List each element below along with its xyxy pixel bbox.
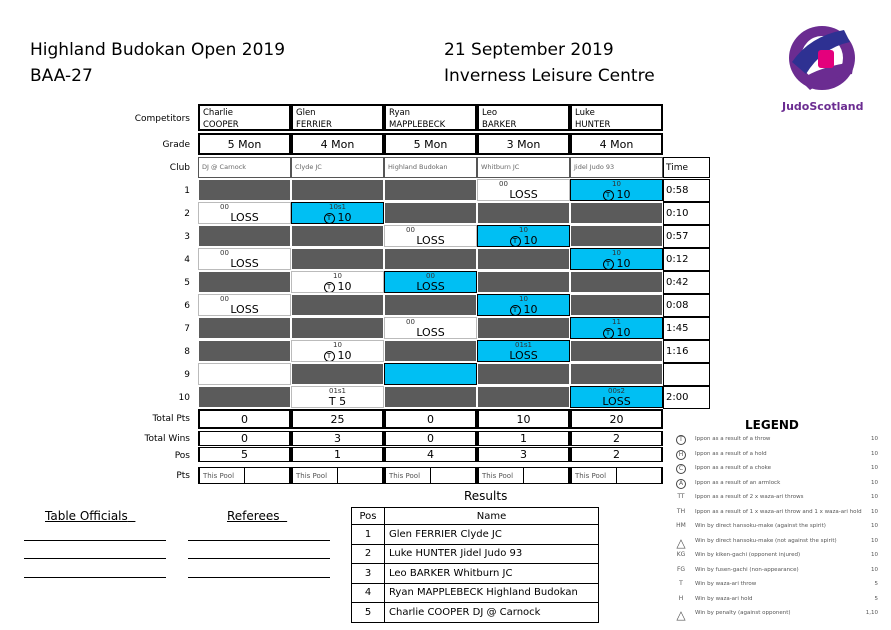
contest-cell[interactable] [477, 179, 570, 201]
competitor-last-name: COOPER [203, 120, 239, 130]
result-pos: 1 [352, 525, 385, 545]
contest-cell[interactable] [291, 386, 384, 408]
contest-result-value: LOSS [509, 188, 538, 201]
position: 5 [198, 447, 291, 462]
competitor-grade: 4 Mon [291, 133, 384, 155]
results-title: Results [464, 489, 508, 503]
total-wins: 3 [291, 431, 384, 446]
contest-score: 00s2 [607, 387, 625, 395]
contest-cell[interactable] [477, 363, 570, 385]
this-pool-label: This Pool [575, 472, 607, 480]
total-wins: 1 [477, 431, 570, 446]
competitor-club: Whitburn JC [477, 157, 570, 178]
legend-value: 10 [871, 479, 878, 486]
legend-value: 5 [874, 595, 878, 602]
legend-value: 10 [871, 566, 878, 573]
legend-description: Ippon as a result of a throw [695, 436, 771, 442]
result-name: Ryan MAPPLEBECK Highland Budokan [385, 583, 599, 603]
contest-cell[interactable] [570, 317, 663, 339]
position: 2 [570, 447, 663, 462]
contest-result [478, 188, 569, 201]
legend-value: 10 [871, 450, 878, 457]
result-name: Glen FERRIER Clyde JC [385, 525, 599, 545]
legend-description: Win by direct hansoku-make (against the spirit) [695, 523, 826, 529]
contest-score: 10s1 [328, 203, 346, 211]
contest-score: 00 [220, 295, 229, 303]
legend-triangle-icon: △ [676, 535, 686, 550]
contest-cell[interactable] [291, 225, 384, 247]
contest-result [292, 280, 383, 293]
referee-signature-line[interactable] [188, 558, 330, 559]
contest-cell[interactable] [291, 363, 384, 385]
pool-points [291, 467, 384, 484]
total-wins: 0 [198, 431, 291, 446]
total-points: 25 [291, 409, 384, 429]
competitor-last-name: FERRIER [296, 120, 332, 130]
contest-result-value: LOSS [230, 303, 259, 316]
contest-result [478, 234, 569, 247]
contest-score: 01s1 [514, 341, 532, 349]
legend-description: Ippon as a result of a choke [695, 465, 772, 471]
contest-score: 00 [220, 203, 229, 211]
contest-cell[interactable] [291, 340, 384, 362]
contest-number: 2 [184, 209, 190, 219]
competitor-grade: 5 Mon [384, 133, 477, 155]
pool-id: BAA-27 [30, 66, 93, 86]
legend-circle-icon: C [676, 464, 686, 474]
referee-signature-line[interactable] [188, 540, 330, 541]
contest-result-value: LOSS [416, 234, 445, 247]
result-name: Leo BARKER Whitburn JC [385, 564, 599, 584]
legend-value: 1,10 [865, 610, 878, 616]
contest-cell[interactable] [198, 363, 291, 385]
total-points: 20 [570, 409, 663, 429]
legend-row [673, 580, 878, 593]
contest-time[interactable]: 0:42 [663, 271, 710, 294]
grade-label: Grade [162, 140, 190, 150]
club-label: Club [169, 163, 190, 173]
legend-value: 10 [871, 552, 878, 558]
contest-cell[interactable] [384, 225, 477, 247]
table-row [352, 603, 599, 623]
legend-circle-icon: T [676, 435, 686, 445]
contest-result-value: LOSS [509, 349, 538, 362]
total-points: 10 [477, 409, 570, 429]
contest-cell[interactable] [198, 271, 291, 293]
position: 3 [477, 447, 570, 462]
legend-code: TT [677, 493, 685, 500]
contest-score: 00 [499, 180, 508, 188]
pool-points [384, 467, 477, 484]
contest-score: 00 [406, 318, 415, 326]
result-pos: 4 [352, 583, 385, 603]
competitor-first-name: Glen [296, 108, 316, 118]
results-table [351, 507, 599, 623]
legend-row [673, 479, 878, 492]
contest-cell[interactable] [384, 363, 477, 385]
contest-score: 10 [519, 226, 528, 234]
contest-score: 10 [519, 295, 528, 303]
ippon-throw-icon: T [603, 190, 614, 201]
ippon-throw-icon: T [510, 305, 521, 316]
contest-score: 10 [612, 180, 621, 188]
judoscotland-logo [770, 22, 870, 114]
contest-time[interactable]: 0:08 [663, 294, 710, 317]
pool-points [198, 467, 291, 484]
official-signature-line[interactable] [24, 540, 166, 541]
legend-row [673, 508, 878, 521]
competitor-header [570, 104, 663, 131]
contest-cell[interactable] [570, 179, 663, 201]
competitor-header [477, 104, 570, 131]
pts-label: Pts [176, 471, 190, 481]
contest-time[interactable]: 0:57 [663, 225, 710, 248]
this-pool-label: This Pool [389, 472, 421, 480]
competitor-grade: 4 Mon [570, 133, 663, 155]
contest-cell[interactable] [291, 317, 384, 339]
result-pos: 5 [352, 603, 385, 623]
contest-cell[interactable] [570, 340, 663, 362]
contest-number: 10 [178, 393, 190, 403]
contest-result-value: 10 [616, 326, 631, 339]
contest-cell[interactable] [291, 248, 384, 270]
contest-result [385, 326, 476, 339]
legend-triangle-icon: △ [676, 608, 686, 622]
contest-cell[interactable] [570, 225, 663, 247]
legend-circle-icon: H [676, 450, 686, 460]
ippon-throw-icon: T [324, 213, 335, 224]
contest-cell[interactable] [477, 340, 570, 362]
legend-row [673, 435, 878, 448]
competitor-club: Highland Budokan [384, 157, 477, 178]
contest-time[interactable]: 0:10 [663, 202, 710, 225]
legend-row [673, 450, 878, 463]
competitor-first-name: Charlie [203, 108, 233, 118]
legend-description: Win by waza-ari throw [695, 581, 757, 587]
contest-result-value: 10 [523, 234, 538, 247]
legend-code: HM [676, 522, 686, 529]
competitor-header [384, 104, 477, 131]
contest-time[interactable]: 1:16 [663, 340, 710, 363]
legend-description: Win by waza-ari hold [695, 595, 753, 602]
contest-result-value: LOSS [416, 280, 445, 293]
competitor-club: Jidel Judo 93 [570, 157, 663, 178]
total-wins-label: Total Wins [144, 434, 190, 444]
position: 4 [384, 447, 477, 462]
contest-cell[interactable] [570, 271, 663, 293]
contest-result [571, 257, 662, 270]
contest-score: 10 [612, 249, 621, 257]
total-wins: 2 [570, 431, 663, 446]
competitor-first-name: Ryan [389, 108, 411, 118]
contest-result [292, 395, 383, 408]
contest-number: 3 [184, 232, 190, 242]
contest-time[interactable]: 1:45 [663, 317, 710, 340]
contest-score: 00 [406, 226, 415, 234]
competitors-label: Competitors [134, 114, 190, 124]
table-row [352, 544, 599, 564]
contest-score: 01s1 [328, 387, 346, 395]
contest-number: 6 [184, 301, 190, 311]
legend-title: LEGEND [745, 418, 799, 432]
contest-result [292, 349, 383, 362]
contest-number: 9 [184, 370, 190, 380]
legend-description: Win by direct hansoku-make (not against the spirit) [695, 537, 837, 544]
contest-time[interactable] [663, 363, 710, 386]
contest-result [199, 257, 290, 270]
contest-result-value: LOSS [416, 326, 445, 339]
contest-result-value: LOSS [602, 395, 631, 408]
legend-code: T [679, 580, 683, 587]
competitor-header [291, 104, 384, 131]
contest-cell[interactable] [477, 317, 570, 339]
legend-code: TH [676, 507, 686, 515]
competitor-first-name: Leo [482, 108, 498, 118]
contest-cell[interactable] [384, 340, 477, 362]
total-pts-label: Total Pts [152, 414, 190, 424]
logo-text: JudoScotland [782, 100, 864, 113]
contest-cell[interactable] [477, 202, 570, 224]
contest-cell[interactable] [384, 317, 477, 339]
competitor-last-name: BARKER [482, 120, 517, 130]
legend-description: Win by fusen-gachi (non-appearance) [695, 566, 799, 573]
contest-cell[interactable] [384, 179, 477, 201]
contest-result [478, 349, 569, 362]
legend-code: H [678, 594, 684, 602]
contest-result-value: T 5 [328, 395, 347, 408]
legend-value: 10 [871, 537, 878, 544]
ippon-throw-icon: T [603, 259, 614, 270]
competitor-club: Clyde JC [291, 157, 384, 178]
contest-cell[interactable] [384, 202, 477, 224]
contest-cell[interactable] [198, 386, 291, 408]
referees-heading: Referees [227, 509, 280, 523]
contest-result [385, 234, 476, 247]
ippon-throw-icon: T [324, 282, 335, 293]
legend-value: 10 [871, 523, 878, 529]
contest-cell[interactable] [384, 294, 477, 316]
ippon-throw-icon: T [510, 236, 521, 247]
contest-result-value: 10 [337, 211, 352, 224]
contest-score: 00 [220, 249, 229, 257]
contest-score: 11 [612, 318, 621, 326]
contest-cell[interactable] [477, 248, 570, 270]
legend-description: Win by penalty (against opponent) [695, 610, 791, 616]
contest-result-value: LOSS [230, 257, 259, 270]
contest-cell[interactable] [198, 248, 291, 270]
legend-row [673, 537, 878, 550]
result-pos: 3 [352, 564, 385, 584]
contest-result [571, 188, 662, 201]
contest-result-value: 10 [337, 280, 352, 293]
contest-cell[interactable] [477, 386, 570, 408]
event-date: 21 September 2019 [444, 40, 614, 60]
contest-cell[interactable] [291, 179, 384, 201]
contest-cell[interactable] [384, 386, 477, 408]
contest-cell[interactable] [570, 294, 663, 316]
contest-cell[interactable] [198, 225, 291, 247]
this-pool-label: This Pool [296, 472, 328, 480]
event-venue: Inverness Leisure Centre [444, 66, 655, 86]
pos-label: Pos [174, 451, 190, 461]
contest-result [292, 211, 383, 224]
table-row [352, 564, 599, 584]
legend-value: 10 [871, 494, 878, 500]
contest-cell[interactable] [384, 248, 477, 270]
time-header: Time [663, 157, 710, 178]
table-row [352, 525, 599, 545]
contest-number: 8 [184, 347, 190, 357]
contest-cell[interactable] [570, 248, 663, 270]
contest-score: 10 [333, 341, 342, 349]
contest-number: 1 [184, 186, 190, 196]
contest-cell[interactable] [198, 294, 291, 316]
legend-circle-icon: A [676, 479, 686, 489]
legend-value: 5 [874, 581, 878, 587]
pool-points [477, 467, 570, 484]
contest-cell[interactable] [477, 225, 570, 247]
contest-result [571, 395, 662, 408]
contest-time[interactable]: 0:58 [663, 179, 710, 202]
contest-result [385, 280, 476, 293]
official-signature-line[interactable] [24, 577, 166, 578]
this-pool-label: This Pool [482, 472, 514, 480]
contest-cell[interactable] [570, 202, 663, 224]
contest-score: 10 [333, 272, 342, 280]
legend-description: Ippon as a result of an armlock [695, 479, 781, 486]
ippon-throw-icon: T [324, 351, 335, 362]
legend-row [673, 493, 878, 506]
contest-result-value: LOSS [230, 211, 259, 224]
referee-signature-line[interactable] [188, 577, 330, 578]
contest-number: 5 [184, 278, 190, 288]
result-name: Charlie COOPER DJ @ Carnock [385, 603, 599, 623]
contest-result [199, 211, 290, 224]
contest-time[interactable]: 0:12 [663, 248, 710, 271]
results-name-header: Name [385, 508, 599, 525]
legend-value: 10 [871, 465, 878, 471]
contest-cell[interactable] [570, 386, 663, 408]
legend-description: Win by kiken-gachi (opponent injured) [695, 552, 801, 558]
contest-cell[interactable] [198, 317, 291, 339]
competitor-first-name: Luke [575, 108, 595, 118]
contest-score: 00 [426, 272, 435, 280]
legend-row [673, 609, 878, 622]
total-points: 0 [384, 409, 477, 429]
contest-result [199, 303, 290, 316]
total-wins: 0 [384, 431, 477, 446]
legend-row [673, 566, 878, 579]
contest-result [478, 303, 569, 316]
contest-cell[interactable] [477, 271, 570, 293]
contest-result-value: 10 [337, 349, 352, 362]
competitor-club: DJ @ Carnock [198, 157, 291, 178]
contest-cell[interactable] [384, 271, 477, 293]
contest-cell[interactable] [291, 294, 384, 316]
competitor-header [198, 104, 291, 131]
result-pos: 2 [352, 544, 385, 564]
contest-cell[interactable] [291, 202, 384, 224]
contest-cell[interactable] [198, 179, 291, 201]
results-pos-header: Pos [352, 508, 385, 525]
contest-cell[interactable] [291, 271, 384, 293]
pool-points [570, 467, 663, 484]
legend-description: Ippon as a result of a hold [695, 450, 767, 457]
contest-time[interactable]: 2:00 [663, 386, 710, 409]
total-points: 0 [198, 409, 291, 429]
competitor-last-name: MAPPLEBECK [389, 120, 446, 130]
legend-value: 10 [871, 508, 878, 515]
competitor-grade: 3 Mon [477, 133, 570, 155]
position: 1 [291, 447, 384, 462]
contest-number: 7 [184, 324, 190, 334]
contest-cell[interactable] [198, 202, 291, 224]
contest-cell[interactable] [198, 340, 291, 362]
competitor-last-name: HUNTER [575, 120, 611, 130]
contest-cell[interactable] [570, 363, 663, 385]
official-signature-line[interactable] [24, 558, 166, 559]
legend-description: Ippon as a result of 2 x waza-ari throws [695, 494, 804, 500]
contest-result-value: 10 [616, 188, 631, 201]
legend-row [673, 595, 878, 608]
ippon-throw-icon: T [603, 328, 614, 339]
results-header-row [352, 508, 599, 525]
this-pool-label: This Pool [203, 472, 235, 480]
contest-cell[interactable] [477, 294, 570, 316]
result-name: Luke HUNTER Jidel Judo 93 [385, 544, 599, 564]
legend-code: KG [676, 551, 686, 558]
legend-description: Ippon as a result of 1 x waza-ari throw and 1 x waza-ari hold [695, 508, 862, 515]
legend-row [673, 522, 878, 535]
contest-result-value: 10 [616, 257, 631, 270]
table-row [352, 583, 599, 603]
contest-result [571, 326, 662, 339]
legend-value: 10 [871, 436, 878, 442]
legend-code: FG [676, 565, 686, 573]
contest-number: 4 [184, 255, 190, 265]
legend-row [673, 551, 878, 564]
contest-result-value: 10 [523, 303, 538, 316]
event-title: Highland Budokan Open 2019 [30, 40, 286, 60]
legend-row [673, 464, 878, 477]
competitor-grade: 5 Mon [198, 133, 291, 155]
table-officials-heading: Table Officials [45, 509, 128, 523]
